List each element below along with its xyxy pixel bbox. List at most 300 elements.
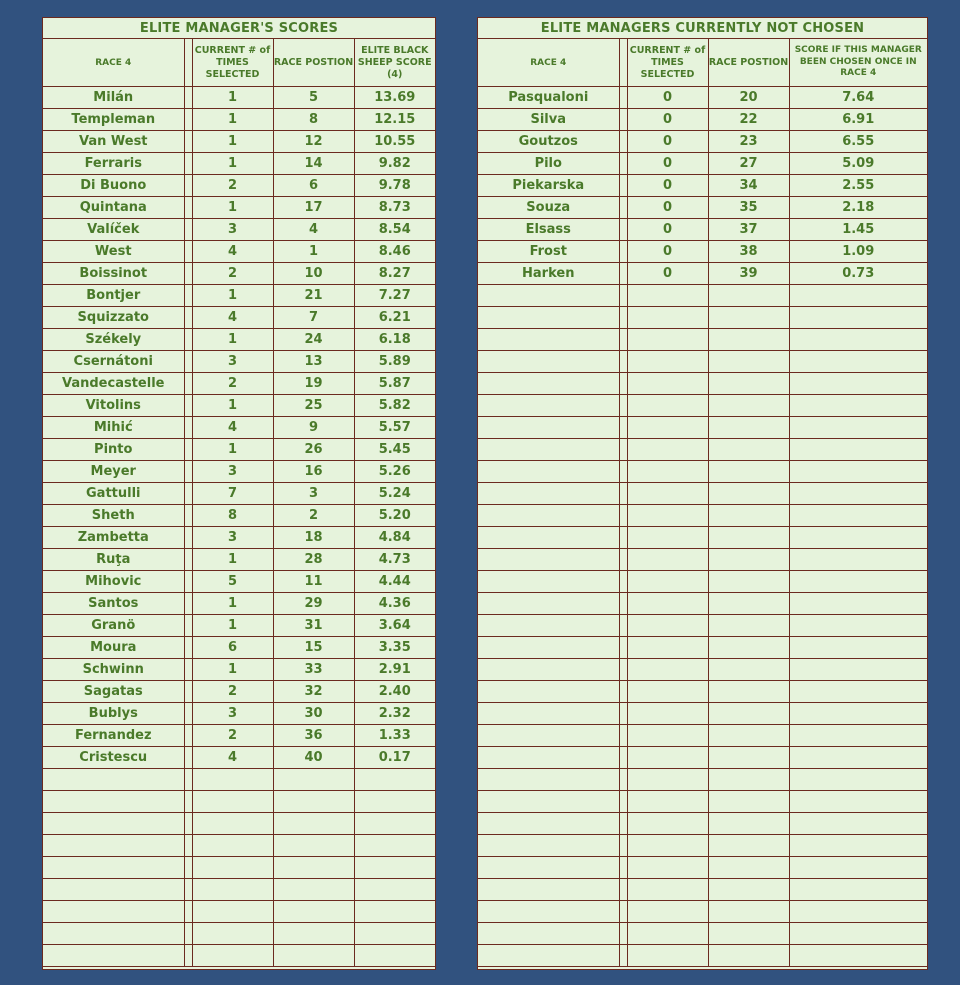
table-row	[478, 87, 927, 109]
race-position-cell: 40	[273, 747, 354, 769]
times-selected-cell	[192, 901, 273, 923]
empty-row	[43, 945, 435, 967]
manager-name-cell: Boissinot	[43, 263, 184, 285]
race-position-cell: 36	[273, 725, 354, 747]
spacer-cell	[184, 571, 192, 593]
manager-name-cell: Mihovic	[43, 571, 184, 593]
table-row	[478, 197, 927, 219]
score-cell	[354, 923, 435, 945]
race-position-cell	[273, 791, 354, 813]
manager-name-cell	[43, 945, 184, 967]
race-position-cell: 7	[273, 307, 354, 329]
times-selected-cell: 3	[192, 461, 273, 483]
score-cell: 5.82	[354, 395, 435, 417]
manager-name-cell: Templeman	[43, 109, 184, 131]
score-cell: 5.45	[354, 439, 435, 461]
times-selected-cell: 7	[192, 483, 273, 505]
header-score: SCORE IF THIS MANAGER BEEN CHOSEN ONCE IN RACE 4	[789, 39, 927, 87]
race-position-cell: 28	[273, 549, 354, 571]
race-position-cell	[708, 637, 789, 659]
empty-row	[43, 923, 435, 945]
score-cell	[789, 923, 927, 945]
score-cell	[789, 549, 927, 571]
spacer-cell	[619, 175, 627, 197]
score-cell	[789, 461, 927, 483]
spacer-cell	[184, 769, 192, 791]
spacer-cell	[184, 417, 192, 439]
manager-name-cell	[478, 945, 619, 967]
table-row	[43, 175, 435, 197]
times-selected-cell	[627, 505, 708, 527]
times-selected-cell	[627, 835, 708, 857]
race-position-cell	[708, 725, 789, 747]
empty-row	[43, 769, 435, 791]
table-row	[478, 109, 927, 131]
header-race: RACE 4	[478, 39, 619, 87]
score-cell: 8.46	[354, 241, 435, 263]
manager-name-cell	[478, 593, 619, 615]
spacer-cell	[619, 505, 627, 527]
score-cell	[789, 857, 927, 879]
empty-row	[478, 329, 927, 351]
spacer-cell	[184, 747, 192, 769]
race-position-cell: 37	[708, 219, 789, 241]
empty-row	[478, 725, 927, 747]
score-cell: 12.15	[354, 109, 435, 131]
spacer-cell	[619, 395, 627, 417]
spacer-cell	[619, 879, 627, 901]
table-row	[43, 659, 435, 681]
table-row	[43, 329, 435, 351]
spacer-column	[619, 39, 627, 87]
header-score: ELITE BLACK SHEEP SCORE (4)	[354, 39, 435, 87]
times-selected-cell	[627, 725, 708, 747]
spacer-cell	[184, 703, 192, 725]
manager-name-cell	[478, 527, 619, 549]
score-cell	[789, 747, 927, 769]
spacer-column	[184, 39, 192, 87]
manager-name-cell: Mihić	[43, 417, 184, 439]
spacer-cell	[619, 659, 627, 681]
table-row	[478, 241, 927, 263]
race-position-cell	[708, 769, 789, 791]
score-cell: 5.09	[789, 153, 927, 175]
manager-name-cell: Pilo	[478, 153, 619, 175]
manager-name-cell	[478, 395, 619, 417]
header-times-selected: CURRENT # of TIMES SELECTED	[627, 39, 708, 87]
manager-name-cell: Meyer	[43, 461, 184, 483]
table-row	[43, 703, 435, 725]
race-position-cell: 18	[273, 527, 354, 549]
spacer-cell	[619, 835, 627, 857]
times-selected-cell: 3	[192, 703, 273, 725]
times-selected-cell	[192, 879, 273, 901]
times-selected-cell	[192, 835, 273, 857]
not-chosen-panel	[477, 17, 928, 970]
header-race: RACE 4	[43, 39, 184, 87]
empty-row	[43, 813, 435, 835]
times-selected-cell: 1	[192, 615, 273, 637]
header-row	[43, 39, 435, 87]
manager-name-cell	[478, 307, 619, 329]
race-position-cell: 24	[273, 329, 354, 351]
score-cell: 0.73	[789, 263, 927, 285]
table-row	[43, 417, 435, 439]
times-selected-cell: 2	[192, 175, 273, 197]
spacer-cell	[184, 527, 192, 549]
score-cell	[789, 351, 927, 373]
spacer-cell	[619, 461, 627, 483]
times-selected-cell	[627, 549, 708, 571]
manager-name-cell: Moura	[43, 637, 184, 659]
race-position-cell: 3	[273, 483, 354, 505]
race-position-cell	[273, 879, 354, 901]
manager-name-cell: Piekarska	[478, 175, 619, 197]
spacer-cell	[619, 769, 627, 791]
race-position-cell: 26	[273, 439, 354, 461]
empty-row	[478, 945, 927, 967]
times-selected-cell: 0	[627, 263, 708, 285]
manager-name-cell: Silva	[478, 109, 619, 131]
score-cell	[789, 659, 927, 681]
times-selected-cell	[627, 439, 708, 461]
race-position-cell	[273, 813, 354, 835]
spacer-cell	[619, 329, 627, 351]
manager-name-cell	[43, 813, 184, 835]
times-selected-cell: 0	[627, 175, 708, 197]
score-cell	[354, 791, 435, 813]
table-row	[43, 307, 435, 329]
manager-name-cell: Ruţa	[43, 549, 184, 571]
spacer-cell	[184, 483, 192, 505]
times-selected-cell	[627, 373, 708, 395]
manager-name-cell	[478, 813, 619, 835]
race-position-cell: 2	[273, 505, 354, 527]
manager-name-cell	[478, 615, 619, 637]
table-row	[43, 637, 435, 659]
manager-name-cell: Quintana	[43, 197, 184, 219]
spacer-cell	[184, 549, 192, 571]
race-position-cell	[273, 835, 354, 857]
spacer-cell	[184, 395, 192, 417]
spacer-cell	[184, 813, 192, 835]
manager-name-cell: Santos	[43, 593, 184, 615]
spacer-cell	[619, 307, 627, 329]
spacer-cell	[184, 109, 192, 131]
times-selected-cell	[627, 417, 708, 439]
times-selected-cell: 1	[192, 439, 273, 461]
manager-name-cell	[43, 769, 184, 791]
empty-row	[478, 659, 927, 681]
score-cell: 2.55	[789, 175, 927, 197]
panel-title: ELITE MANAGERS CURRENTLY NOT CHOSEN	[478, 18, 927, 39]
manager-name-cell	[478, 329, 619, 351]
score-cell	[354, 835, 435, 857]
spacer-cell	[184, 351, 192, 373]
times-selected-cell: 3	[192, 527, 273, 549]
score-cell: 0.17	[354, 747, 435, 769]
times-selected-cell: 1	[192, 197, 273, 219]
score-cell: 9.82	[354, 153, 435, 175]
score-cell: 6.55	[789, 131, 927, 153]
times-selected-cell	[627, 659, 708, 681]
spacer-cell	[184, 219, 192, 241]
spacer-cell	[619, 571, 627, 593]
race-position-cell	[273, 945, 354, 967]
spacer-cell	[184, 153, 192, 175]
spacer-cell	[184, 439, 192, 461]
manager-name-cell	[478, 439, 619, 461]
race-position-cell	[708, 417, 789, 439]
race-position-cell	[708, 461, 789, 483]
score-cell: 7.64	[789, 87, 927, 109]
table-row	[43, 285, 435, 307]
table-row	[43, 615, 435, 637]
manager-name-cell	[478, 483, 619, 505]
manager-name-cell	[478, 681, 619, 703]
score-cell: 5.57	[354, 417, 435, 439]
score-cell: 5.89	[354, 351, 435, 373]
empty-row	[478, 593, 927, 615]
race-position-cell: 25	[273, 395, 354, 417]
score-cell: 5.20	[354, 505, 435, 527]
empty-row	[478, 637, 927, 659]
table-row	[43, 241, 435, 263]
race-position-cell	[708, 945, 789, 967]
race-position-cell	[708, 307, 789, 329]
manager-name-cell	[478, 857, 619, 879]
empty-row	[478, 527, 927, 549]
score-cell: 5.26	[354, 461, 435, 483]
manager-name-cell: Sheth	[43, 505, 184, 527]
times-selected-cell: 3	[192, 219, 273, 241]
empty-row	[478, 351, 927, 373]
race-position-cell	[708, 923, 789, 945]
manager-name-cell	[478, 901, 619, 923]
table-row	[43, 747, 435, 769]
empty-row	[478, 813, 927, 835]
times-selected-cell: 2	[192, 263, 273, 285]
table-row	[43, 505, 435, 527]
race-position-cell: 32	[273, 681, 354, 703]
manager-name-cell: Pasqualoni	[478, 87, 619, 109]
spacer-cell	[619, 681, 627, 703]
times-selected-cell	[627, 769, 708, 791]
score-cell	[789, 945, 927, 967]
race-position-cell	[708, 659, 789, 681]
manager-name-cell	[478, 835, 619, 857]
empty-row	[478, 923, 927, 945]
times-selected-cell: 8	[192, 505, 273, 527]
times-selected-cell	[627, 351, 708, 373]
manager-name-cell: Squizzato	[43, 307, 184, 329]
times-selected-cell: 1	[192, 593, 273, 615]
times-selected-cell	[627, 901, 708, 923]
empty-row	[478, 703, 927, 725]
score-cell: 8.54	[354, 219, 435, 241]
manager-name-cell: Fernandez	[43, 725, 184, 747]
times-selected-cell	[627, 329, 708, 351]
times-selected-cell: 0	[627, 153, 708, 175]
times-selected-cell: 1	[192, 329, 273, 351]
score-cell	[789, 681, 927, 703]
spacer-cell	[184, 615, 192, 637]
spacer-cell	[184, 461, 192, 483]
score-cell: 4.84	[354, 527, 435, 549]
empty-row	[43, 901, 435, 923]
manager-name-cell	[478, 373, 619, 395]
race-position-cell	[708, 505, 789, 527]
race-position-cell	[273, 769, 354, 791]
race-position-cell	[708, 791, 789, 813]
times-selected-cell: 3	[192, 351, 273, 373]
times-selected-cell: 0	[627, 219, 708, 241]
race-position-cell	[708, 879, 789, 901]
manager-name-cell: Sagatas	[43, 681, 184, 703]
manager-name-cell	[43, 901, 184, 923]
spacer-cell	[184, 681, 192, 703]
score-cell: 6.18	[354, 329, 435, 351]
table-row	[43, 87, 435, 109]
spacer-cell	[619, 109, 627, 131]
race-position-cell	[708, 395, 789, 417]
score-cell	[789, 637, 927, 659]
spacer-cell	[184, 945, 192, 967]
manager-name-cell	[478, 769, 619, 791]
manager-name-cell	[478, 417, 619, 439]
race-position-cell	[273, 923, 354, 945]
spacer-cell	[184, 307, 192, 329]
spacer-cell	[184, 329, 192, 351]
spacer-cell	[184, 175, 192, 197]
score-cell	[789, 329, 927, 351]
spacer-cell	[619, 197, 627, 219]
manager-name-cell	[43, 835, 184, 857]
empty-row	[478, 571, 927, 593]
spacer-cell	[619, 923, 627, 945]
spacer-cell	[619, 439, 627, 461]
table-row	[43, 219, 435, 241]
spacer-cell	[619, 549, 627, 571]
manager-name-cell	[478, 461, 619, 483]
spacer-cell	[619, 703, 627, 725]
manager-name-cell	[478, 285, 619, 307]
spacer-cell	[619, 263, 627, 285]
manager-name-cell	[478, 879, 619, 901]
spacer-cell	[619, 131, 627, 153]
empty-row	[478, 505, 927, 527]
table-row	[43, 263, 435, 285]
manager-name-cell: Elsass	[478, 219, 619, 241]
spacer-cell	[619, 593, 627, 615]
times-selected-cell: 0	[627, 131, 708, 153]
race-position-cell: 22	[708, 109, 789, 131]
times-selected-cell: 6	[192, 637, 273, 659]
times-selected-cell	[192, 813, 273, 835]
manager-name-cell	[43, 791, 184, 813]
race-position-cell: 35	[708, 197, 789, 219]
spacer-cell	[619, 857, 627, 879]
times-selected-cell	[192, 791, 273, 813]
race-position-cell: 30	[273, 703, 354, 725]
score-cell: 4.44	[354, 571, 435, 593]
table-row	[43, 439, 435, 461]
spacer-cell	[619, 153, 627, 175]
spacer-cell	[184, 879, 192, 901]
race-position-cell: 4	[273, 219, 354, 241]
spacer-cell	[619, 945, 627, 967]
table-row	[43, 725, 435, 747]
spacer-cell	[184, 197, 192, 219]
table-row	[478, 263, 927, 285]
race-position-cell	[708, 329, 789, 351]
manager-name-cell	[478, 747, 619, 769]
times-selected-cell	[627, 527, 708, 549]
score-cell: 2.18	[789, 197, 927, 219]
times-selected-cell: 1	[192, 87, 273, 109]
manager-name-cell	[478, 703, 619, 725]
score-cell: 9.78	[354, 175, 435, 197]
spacer-cell	[619, 637, 627, 659]
race-position-cell: 13	[273, 351, 354, 373]
race-position-cell	[708, 901, 789, 923]
times-selected-cell: 0	[627, 197, 708, 219]
times-selected-cell	[627, 593, 708, 615]
race-position-cell	[708, 549, 789, 571]
score-cell: 3.35	[354, 637, 435, 659]
times-selected-cell	[627, 637, 708, 659]
spacer-cell	[184, 241, 192, 263]
score-cell	[789, 703, 927, 725]
empty-row	[478, 615, 927, 637]
race-position-cell: 15	[273, 637, 354, 659]
spacer-cell	[619, 285, 627, 307]
score-cell	[789, 285, 927, 307]
score-cell: 3.64	[354, 615, 435, 637]
score-cell	[789, 483, 927, 505]
race-position-cell	[708, 747, 789, 769]
score-cell: 6.21	[354, 307, 435, 329]
score-cell	[789, 593, 927, 615]
race-position-cell	[708, 813, 789, 835]
race-position-cell	[273, 857, 354, 879]
table-row	[43, 395, 435, 417]
manager-name-cell: Van West	[43, 131, 184, 153]
score-cell	[354, 901, 435, 923]
manager-name-cell: Di Buono	[43, 175, 184, 197]
manager-name-cell: Granö	[43, 615, 184, 637]
empty-row	[478, 681, 927, 703]
table-row	[478, 175, 927, 197]
manager-name-cell	[478, 571, 619, 593]
race-position-cell: 9	[273, 417, 354, 439]
score-cell: 7.27	[354, 285, 435, 307]
race-position-cell	[708, 483, 789, 505]
table-row	[478, 219, 927, 241]
times-selected-cell	[192, 769, 273, 791]
not-chosen-body	[478, 87, 927, 967]
race-position-cell	[708, 681, 789, 703]
race-position-cell: 5	[273, 87, 354, 109]
times-selected-cell: 4	[192, 747, 273, 769]
race-position-cell: 39	[708, 263, 789, 285]
score-cell	[789, 417, 927, 439]
empty-row	[478, 483, 927, 505]
table-row	[43, 593, 435, 615]
header-race-position: RACE POSTION	[708, 39, 789, 87]
score-cell: 2.91	[354, 659, 435, 681]
spacer-cell	[184, 725, 192, 747]
